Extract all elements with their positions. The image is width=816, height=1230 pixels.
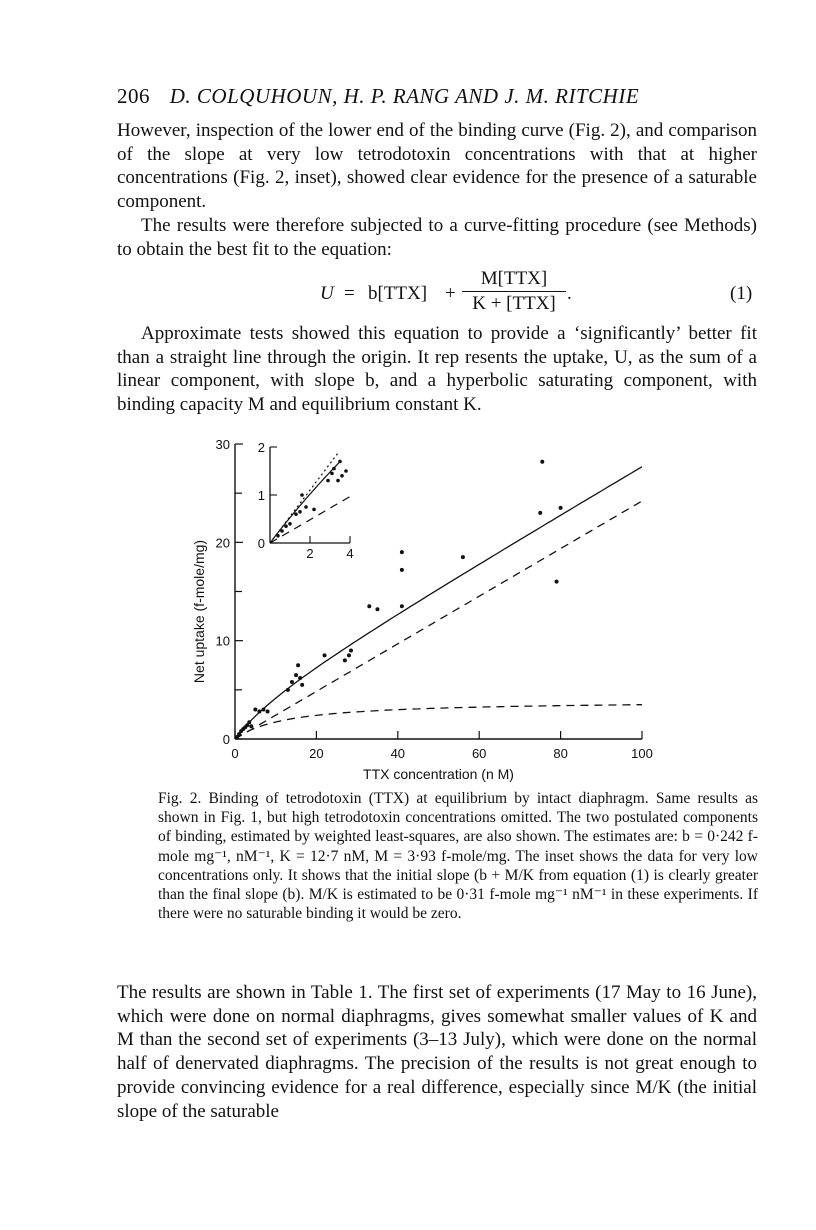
inset-data-point [338,460,342,464]
paragraph-3: Approximate tests showed this equation to provide a ‘significantly’ better fit than a straight line through the origin. It rep resents the uptake, U, as the sum of a linear component, with slope b, and a hyperbolic saturating component, with binding capacity M and equilibrium constant K. [117,323,757,416]
data-point [294,673,298,677]
inset-data-point [326,479,330,483]
data-point [400,604,404,608]
data-point [253,708,257,712]
y-tick-label: 30 [215,437,230,452]
inset-data-point [304,505,308,509]
inset-data-point [280,529,284,533]
inset-data-point [298,510,302,514]
inset-y-tick-label: 1 [257,488,265,503]
paragraph-4: The results are shown in Table 1. The first set of experiments (17 May to 16 June), which were done on normal diaphragms, gives somewhat smaller values of K and M than the second set of experiments (3–13 July), which were done on the normal half of denervated diaphragms. The precision of the results is not great enough to provide convincing evidence for a real difference, especially since M/K (the initial slope of the saturable [117,982,757,1122]
data-point [349,649,353,653]
y-tick-label: 0 [222,732,230,747]
figure-2 [180,432,660,787]
inset-data-point [312,508,316,512]
data-point [296,663,300,667]
data-point [375,607,379,611]
equation-lhs: U [320,283,334,304]
binding-chart [180,432,660,782]
inset-data-point [288,522,292,526]
x-tick-label: 60 [471,746,487,761]
fit-line-1 [235,467,642,739]
inset-data-point [284,524,288,528]
equation-1 [320,268,760,316]
data-point [323,653,327,657]
data-point [247,720,251,724]
inset-data-point [340,474,344,478]
inset-data-point [330,472,334,476]
fit-line-3 [235,705,642,739]
x-axis-label: TTX concentration (n M) [363,766,514,782]
data-point [400,550,404,554]
inset-data-point [276,534,280,538]
inset-x-tick-label: 4 [346,546,354,561]
data-point [555,580,559,584]
data-point [286,688,290,692]
x-tick-label: 20 [309,746,324,761]
equation-number: (1) [730,283,753,304]
equation-denominator: K + [TTX] [472,293,556,315]
data-point [343,658,347,662]
x-tick-label: 80 [553,746,568,761]
inset-data-point [344,469,348,473]
data-point [257,709,261,713]
y-tick-label: 10 [215,633,230,649]
page-number: 206 [117,84,150,108]
data-point [266,709,270,713]
equation-numerator: M[TTX] [480,268,548,289]
data-point [367,604,371,608]
inset-data-point [332,467,336,471]
data-point [538,511,542,515]
data-point [298,676,302,680]
equation-linear-term: b[TTX] [368,283,428,304]
inset-y-tick-label: 0 [257,536,265,551]
data-point [249,724,253,728]
y-tick-label: 20 [215,535,230,551]
data-point [290,680,294,684]
figure-caption: Fig. 2. Binding of tetrodotoxin (TTX) at equilibrium by intact diaphragm. Same results as shown in Fig. 1, but high tetrodotoxin concentrations omitted. The two postulated components of binding, estimated by weighted least-squares, are also shown. The estimates are: b = 0·242 f-mole mg⁻¹, nM⁻¹, K = 12·7 nM, M = 3·93 f-mole/mg. The inset shows the data for very low concentrations only. It shows that the initial slope (b + M/K from equation (1) is clearly greater than the final slope (b). M/K is estimated to be 0·31 f-mole mg⁻¹ nM⁻¹ in these experiments. If there were no saturable binding it would be zero. [158,790,758,923]
data-point [300,683,304,687]
data-point [347,653,351,657]
running-head [117,84,639,109]
inset-data-point [294,512,298,516]
inset-x-tick-label: 2 [306,546,314,561]
fit-line-2 [235,501,642,739]
x-tick-label: 40 [390,746,406,761]
inset-data-point [300,493,304,497]
data-point [461,555,465,559]
x-tick-label: 0 [231,746,239,761]
authors: D. COLQUHOUN, H. P. RANG AND J. M. RITCHIE [169,84,640,108]
equation-fraction [462,268,566,315]
inset-y-tick-label: 2 [257,440,265,455]
equation-trailing: . [567,283,572,304]
inset-data-point [336,479,340,483]
equation-equals: = [344,283,355,304]
data-point [400,568,404,572]
data-point [540,460,544,464]
equation-plus: + [445,283,456,304]
paragraph-2: The results were therefore subjected to a curve-fitting procedure (see Methods) to obtain the best fit to the equation: [117,215,757,260]
data-point [559,506,563,510]
data-point [261,708,265,712]
paragraph-1: However, inspection of the lower end of the binding curve (Fig. 2), and comparison of the slope at very low tetrodotoxin concentrations with that at higher concentrations (Fig. 2, inset), showed clear evidence for the presence of a saturable component. [117,120,757,213]
x-tick-label: 100 [631,746,653,761]
y-axis-label: Net uptake (f-mole/mg) [191,539,207,684]
fraction-bar [462,291,566,292]
